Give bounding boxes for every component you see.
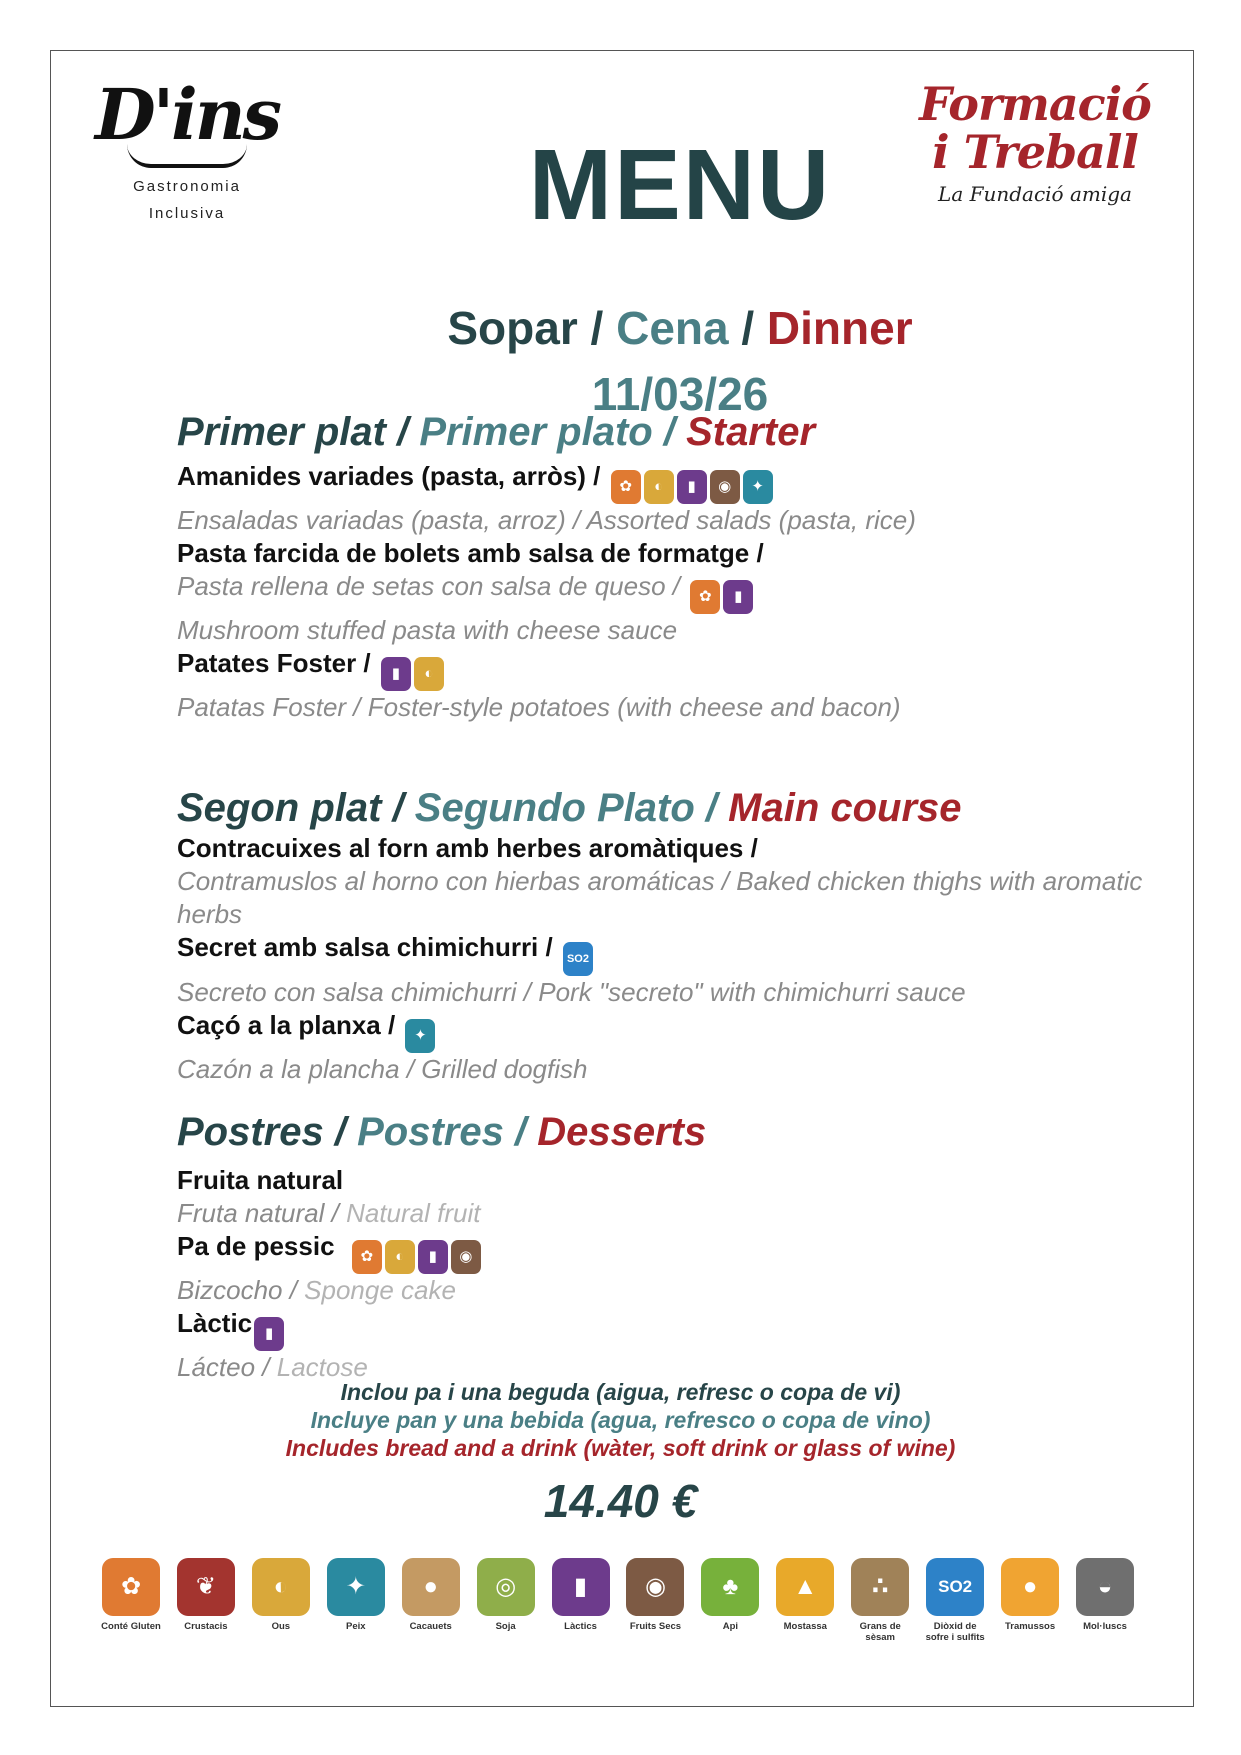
fish-icon: ✦ [743,470,773,504]
dish-name [177,1307,1157,1351]
dish-translation: Secreto con salsa chimichurri / Pork "secreto" with chimichurri sauce [177,977,966,1007]
milk-icon: ▮ [723,580,753,614]
dins-logo-word: D'ins [94,73,280,156]
soy-icon: ◎ [477,1558,535,1616]
allergen-label: Api [722,1621,739,1632]
mollusc-icon: ◒ [1076,1558,1134,1616]
dessert-title-ca: Postres [177,1110,324,1154]
dish-translation [177,570,1157,614]
dish-translation-es: Bizcocho / [177,1275,305,1305]
dessert-title-es: Postres [357,1110,504,1154]
dessert-title [177,1108,1157,1156]
dish-translation: Cazón a la plancha / Grilled dogfish [177,1054,588,1084]
main-title-ca: Segon plat [177,786,382,830]
title-sep: / [385,410,420,454]
dish-translation-en: Natural fruit [346,1198,481,1228]
allergen-legend-item [847,1558,913,1643]
egg-icon: ◐ [644,470,674,504]
title-sep: / [694,786,729,830]
allergen-legend-item [548,1558,614,1643]
allergen-legend-item [248,1558,314,1643]
allergen-label: Grans de sèsam [859,1621,901,1643]
so2-icon: SO2 [926,1558,984,1616]
includes-es: Incluye pan y una bebida (agua, refresco o copa de vino) [310,1407,931,1433]
milk-icon: ▮ [381,657,411,691]
wheat-icon: ✿ [102,1558,160,1616]
dish-name-text: Pa de pessic [177,1231,335,1261]
allergen-legend-item [997,1558,1063,1643]
main-title-en: Main course [728,786,962,830]
fit-logo-line-3: La Fundació amiga [938,182,1132,206]
main-title-es: Segundo Plato [414,786,695,830]
title-sep: / [652,410,687,454]
milk-icon: ▮ [552,1558,610,1616]
dish-translation: Ensaladas variadas (pasta, arroz) / Assorted salads (pasta, rice) [177,505,916,535]
allergen-legend-item [1072,1558,1138,1643]
dish-translation-en: Lactose [276,1352,368,1382]
sesame-icon: ∴ [851,1558,909,1616]
allergen-label: Soja [495,1621,516,1632]
allergen-legend-item [473,1558,539,1643]
egg-icon: ◐ [252,1558,310,1616]
meal-sep-1: / [577,302,617,354]
dish-translation-es: Fruta natural / [177,1198,347,1228]
milk-icon: ▮ [418,1240,448,1274]
dish-translation: Contramuslos al horno con hierbas aromáticas / Baked chicken thighs with aromatic herbs [177,866,1143,929]
meal-en: Dinner [766,302,913,354]
nut-icon: ◉ [626,1558,684,1616]
allergen-legend-item [173,1558,239,1643]
mustard-icon: ▲ [776,1558,834,1616]
dish-name [177,460,1157,504]
dish-name-text: Làctic [177,1308,253,1338]
dish-translation-en: Sponge cake [304,1275,456,1305]
allergen-legend-item [323,1558,389,1643]
menu-title: MENU [528,129,832,241]
allergen-label: Diòxid de sofre i sulfits [925,1621,985,1643]
allergen-label: Peix [345,1621,366,1632]
dessert-section [177,1108,1157,1384]
allergen-legend [98,1558,1138,1643]
celery-icon: ♣ [701,1558,759,1616]
allergen-legend-item [622,1558,688,1643]
meal-sep-2: / [728,302,767,354]
egg-icon: ◐ [414,657,444,691]
allergen-legend-item [922,1558,988,1643]
dish-name: Fruita natural [177,1165,344,1195]
peanut-icon: ● [402,1558,460,1616]
dish-translation-text: Pasta rellena de setas con salsa de queso / [177,571,680,601]
starter-title-en: Starter [686,410,816,454]
allergen-label: Ous [271,1621,291,1632]
dish-name [177,1230,1157,1274]
allergen-label: Mostassa [783,1621,827,1632]
allergen-label: Làctics [564,1621,597,1632]
dish-name [177,931,1157,976]
meal-heading [0,300,1241,356]
allergen-label: Crustacis [184,1621,228,1632]
dish-name: Contracuixes al forn amb herbes aromàtiques / [177,833,758,863]
egg-icon: ◐ [385,1240,415,1274]
dish-name-text: Amanides variades (pasta, arròs) / [177,461,601,491]
dish-name [177,647,1157,691]
allergen-label: Conté Gluten [101,1621,161,1632]
wheat-icon: ✿ [611,470,641,504]
main-section [177,784,1157,1086]
dish-translation [177,1274,1157,1307]
meal-ca: Sopar [447,302,578,354]
starter-section [177,408,1157,724]
starter-title-es: Primer plato [419,410,653,454]
shrimp-icon: ❦ [177,1558,235,1616]
dins-logo-sub-2: Inclusiva [148,205,226,222]
dish-translation-es: Lácteo / [177,1352,277,1382]
allergen-legend-item [98,1558,164,1643]
dish-translation: Mushroom stuffed pasta with cheese sauce [177,615,678,645]
includes-en: Includes bread and a drink (wàter, soft drink or glass of wine) [285,1435,956,1461]
starter-title-ca: Primer plat [177,410,386,454]
dish-translation: Patatas Foster / Foster-style potatoes (with cheese and bacon) [177,692,901,722]
dish-name [177,1009,1157,1053]
title-sep: / [381,786,415,830]
dish-name-text: Secret amb salsa chimichurri / [177,932,553,962]
fish-icon: ✦ [405,1019,435,1053]
allergen-label: Fruits Secs [629,1621,682,1632]
includes-ca: Inclou pa i una beguda (aigua, refresc o copa de vi) [340,1379,901,1405]
dessert-title-en: Desserts [537,1110,707,1154]
allergen-label: Tramussos [1004,1621,1056,1632]
dish-name-text: Patates Foster / [177,648,371,678]
nut-icon: ◉ [710,470,740,504]
dish-name-text: Caçó a la planxa / [177,1010,396,1040]
meal-es: Cena [616,302,729,354]
allergen-label: Cacauets [409,1621,452,1632]
wheat-icon: ✿ [690,580,720,614]
allergen-legend-item [772,1558,838,1643]
milk-icon: ▮ [677,470,707,504]
milk-icon: ▮ [254,1317,284,1351]
lupin-icon: ● [1001,1558,1059,1616]
title-sep: / [323,1110,358,1154]
so2-icon: SO2 [563,942,593,976]
dins-logo-sub-1: Gastronomia [133,178,241,195]
starter-title [177,408,1157,456]
menu-date: 11/03/26 [591,368,769,420]
fish-icon: ✦ [327,1558,385,1616]
fit-logo-line-1: Formació [919,77,1151,131]
wheat-icon: ✿ [352,1240,382,1274]
menu-price: 14.40 € [543,1475,698,1527]
allergen-legend-item [398,1558,464,1643]
main-title [177,784,1157,832]
fit-logo-line-2: i Treball [932,125,1138,179]
allergen-legend-item [697,1558,763,1643]
allergen-label: Mol·luscs [1083,1621,1127,1632]
title-sep: / [503,1110,538,1154]
nut-icon: ◉ [451,1240,481,1274]
dish-name: Pasta farcida de bolets amb salsa de formatge / [177,538,764,568]
dish-translation [177,1197,1157,1230]
